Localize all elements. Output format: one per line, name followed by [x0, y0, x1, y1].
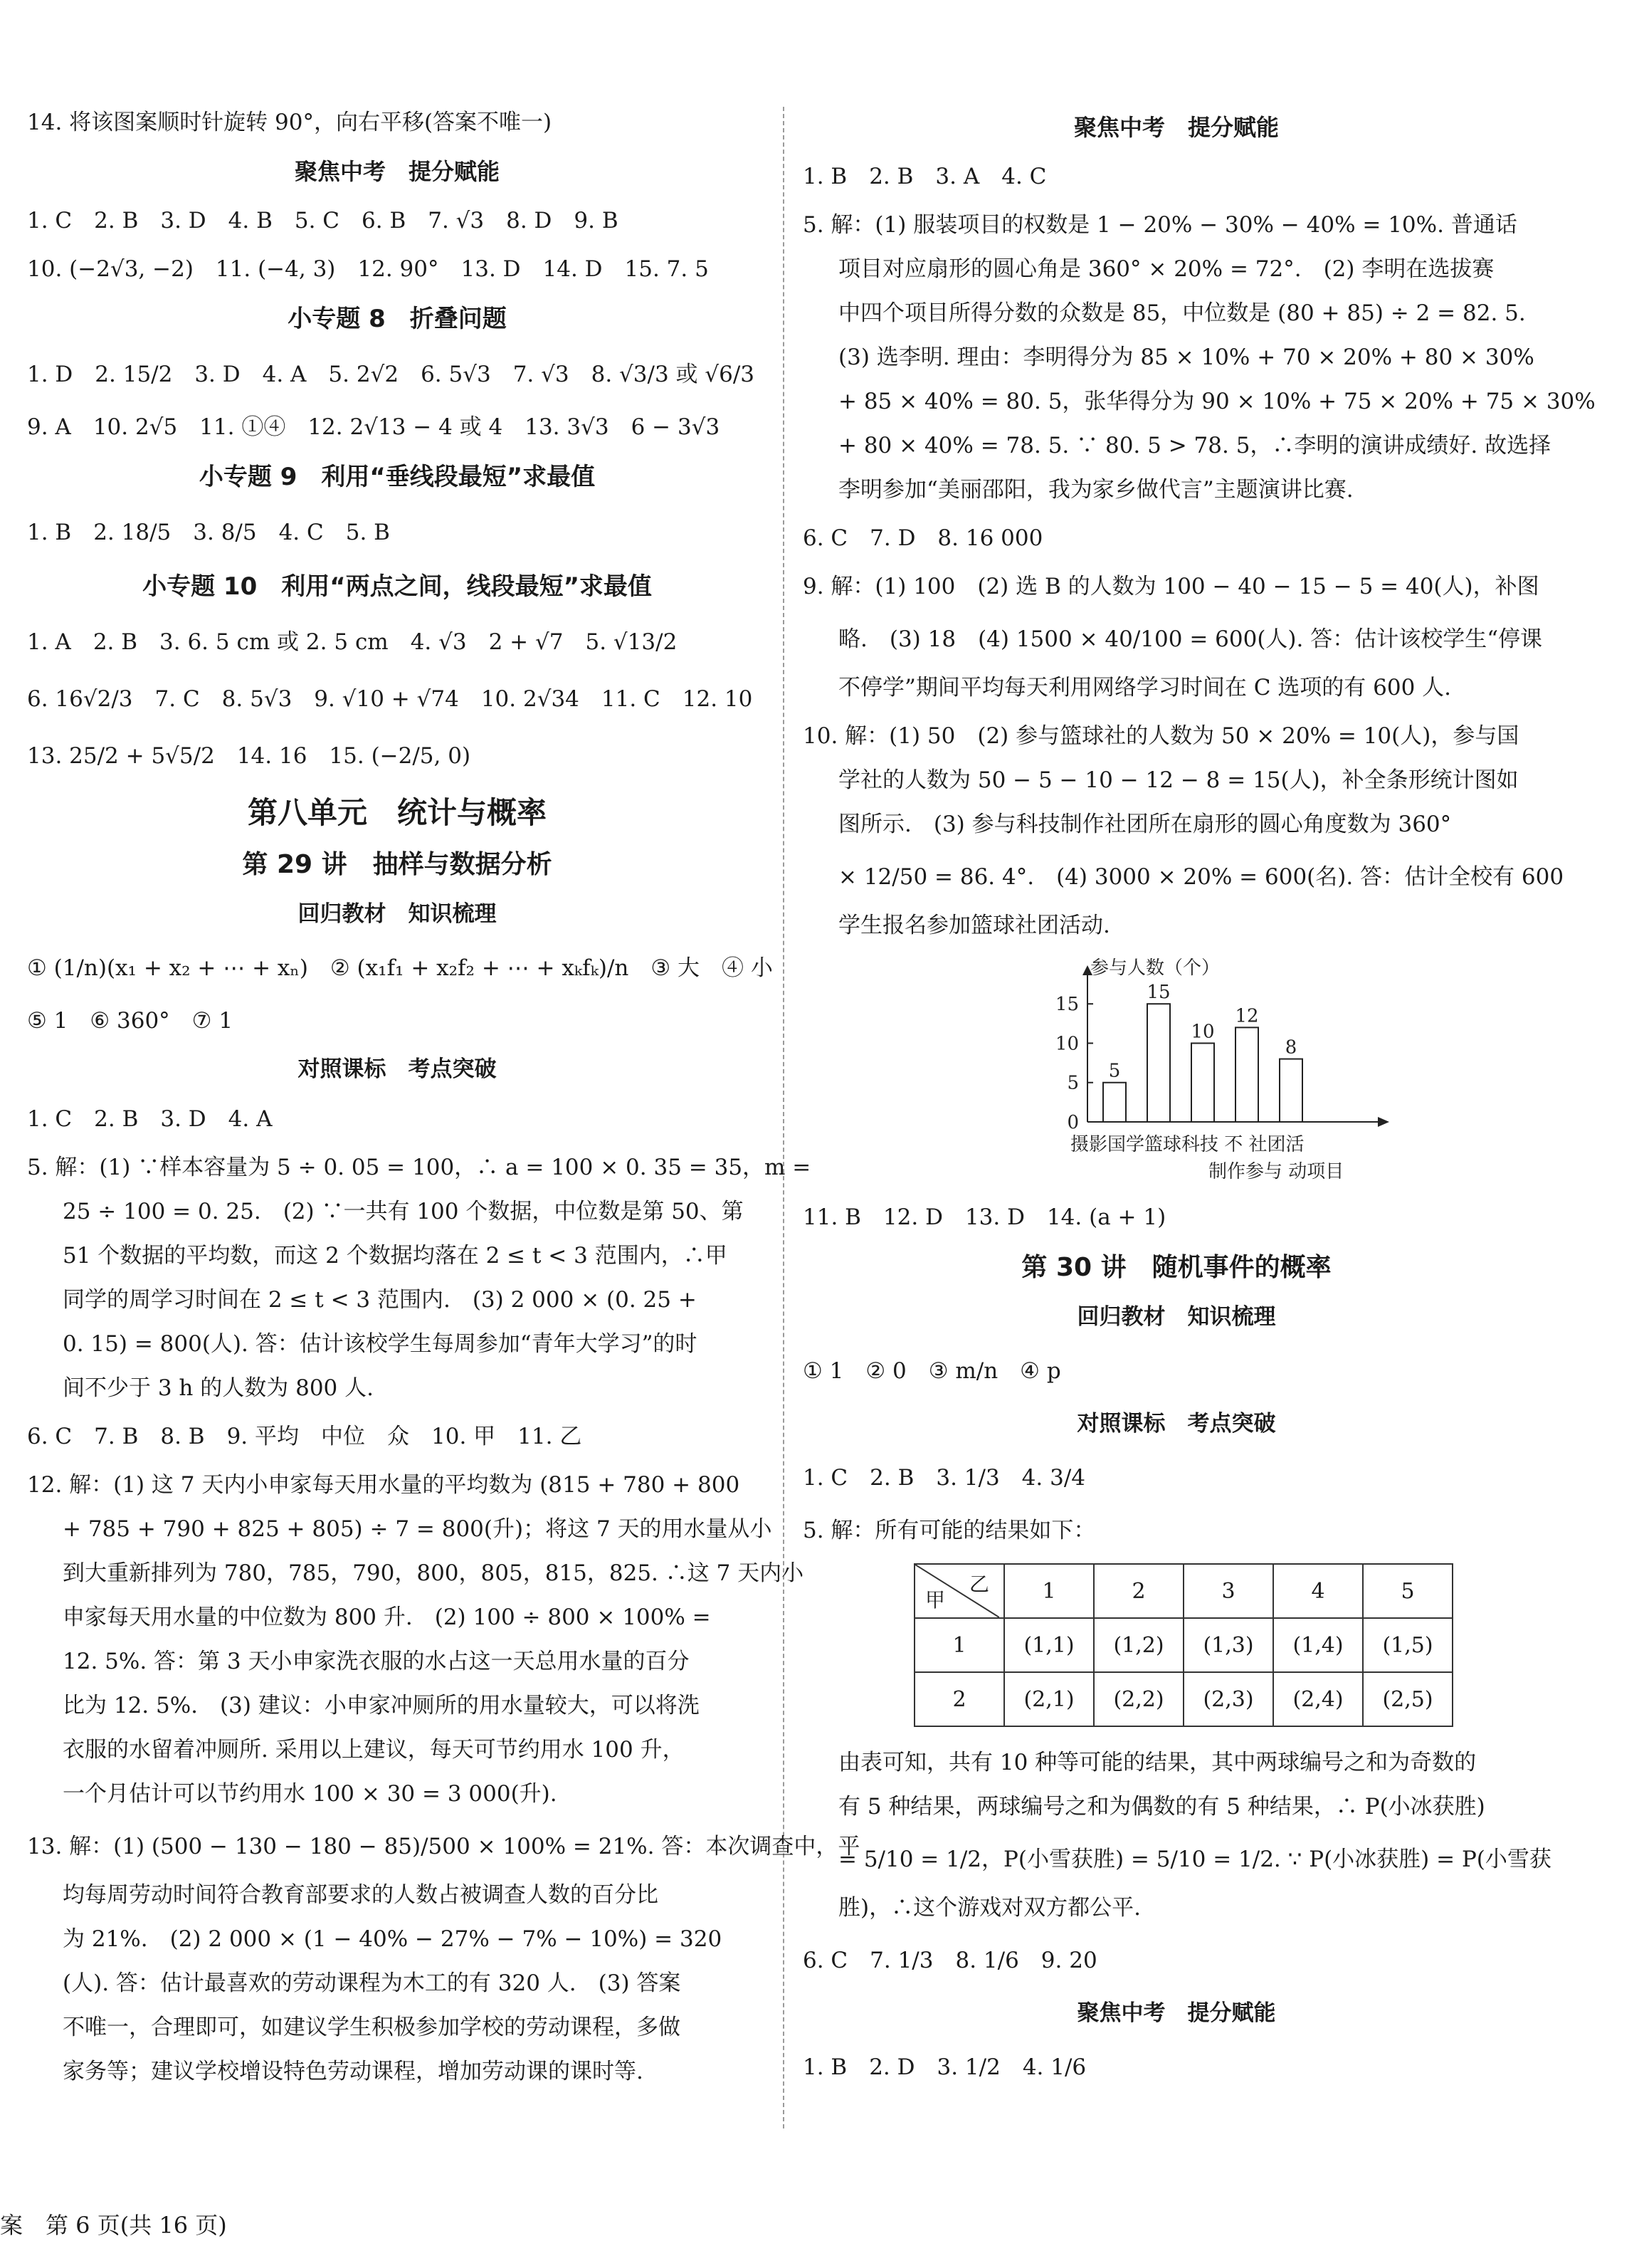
section-heading: 聚焦中考 提分赋能 — [294, 158, 500, 185]
answer-line: 学生报名参加篮球社团活动. — [838, 913, 1110, 938]
answer-line: 中四个项目所得分数的众数是 85，中位数是 (80 + 85) ÷ 2 = 82. 5. — [838, 300, 1526, 326]
section-heading: 回归教材 知识梳理 — [1077, 1304, 1276, 1330]
section-heading: 小专题 8 折叠问题 — [288, 305, 507, 333]
answer-line: 5. 解：(1) 服装项目的权数是 1 − 20% − 30% − 40% = 10%. 普通话 — [803, 212, 1517, 238]
answer-line: ① (1/n)(x₁ + x₂ + ⋯ + xₙ) ② (x₁f₁ + x₂f₂ + ⋯ + xₖfₖ)/n ③ 大 ④ 小 — [27, 955, 773, 981]
answer-line: 5. 解：(1) ∵样本容量为 5 ÷ 0. 05 = 100，∴ a = 100 × 0. 35 = 35，m = — [27, 1155, 811, 1180]
section-heading: 第 29 讲 抽样与数据分析 — [242, 850, 552, 879]
bar — [1147, 1004, 1170, 1122]
table-row-label: 1 — [915, 1618, 1004, 1672]
table-cell: (2,1) — [1004, 1672, 1094, 1726]
answer-line: 胜)，∴这个游戏对双方都公平. — [838, 1895, 1141, 1921]
answer-line: 6. C 7. 1/3 8. 1/6 9. 20 — [803, 1948, 1097, 1973]
answer-line: 1. B 2. D 3. 1/2 4. 1/6 — [803, 2054, 1087, 2080]
table-cell: (2,4) — [1273, 1672, 1363, 1726]
answer-line: 13. 25/2 + 5√5/2 14. 16 15. (−2/5, 0) — [27, 743, 471, 769]
bar-chart-svg — [1031, 958, 1429, 1193]
table-header-cell: 4 — [1273, 1564, 1363, 1618]
answer-line: 51 个数据的平均数，而这 2 个数据均落在 2 ≤ t < 3 范围内，∴甲 — [63, 1243, 727, 1269]
answer-line: 项目对应扇形的圆心角是 360° × 20% = 72°. (2) 李明在选拔赛 — [838, 256, 1495, 282]
section-heading: 第八单元 统计与概率 — [247, 795, 547, 830]
table-header-cell: 2 — [1094, 1564, 1184, 1618]
bar-value-label: 8 — [1285, 1036, 1297, 1059]
section-heading: 对照课标 考点突破 — [297, 1056, 497, 1082]
table-header-cell: 3 — [1184, 1564, 1273, 1618]
section-heading: 小专题 9 利用“垂线段最短”求最值 — [199, 463, 596, 491]
answer-line: (人). 答：估计最喜欢的劳动课程为木工的有 320 人. (3) 答案 — [63, 1970, 681, 1996]
table-cell: (2,3) — [1184, 1672, 1273, 1726]
answer-line: 12. 5%. 答：第 3 天小申家洗衣服的水占这一天总用水量的百分 — [63, 1649, 690, 1674]
answer-line: 6. C 7. D 8. 16 000 — [803, 525, 1043, 551]
table-header-row — [915, 1564, 1453, 1618]
table-cell: (2,2) — [1094, 1672, 1184, 1726]
bar-value-label: 10 — [1191, 1021, 1215, 1043]
y-axis-label: 参与人数（个） — [1090, 958, 1221, 979]
answer-line: 10. (−2√3, −2) 11. (−4, 3) 12. 90° 13. D 14. D 15. 7. 5 — [27, 256, 709, 282]
answer-line: 申家每天用水量的中位数为 800 升. (2) 100 ÷ 800 × 100% = — [63, 1605, 711, 1630]
answer-line: 1. B 2. 18/5 3. 8/5 4. C 5. B — [27, 520, 390, 545]
answer-line: 比为 12. 5%. (3) 建议：小申家冲厕所的用水量较大，可以将洗 — [63, 1693, 700, 1718]
table-row — [915, 1672, 1453, 1726]
table-cell: (1,2) — [1094, 1618, 1184, 1672]
answer-line: 1. D 2. 15/2 3. D 4. A 5. 2√2 6. 5√3 7. √3 8. √3/3 或 √6/3 — [27, 362, 755, 387]
answer-line: 图所示. (3) 参与科技制作社团所在扇形的圆心角度数为 360° — [838, 812, 1452, 837]
y-tick-label: 15 — [1055, 994, 1079, 1016]
answer-line: + 785 + 790 + 825 + 805) ÷ 7 = 800(升)；将这 7 天的用水量从小 — [63, 1516, 772, 1542]
answer-line: 一个月估计可以节约用水 100 × 30 = 3 000(升). — [63, 1781, 557, 1807]
answer-line: 5. 解：所有可能的结果如下： — [803, 1518, 1096, 1543]
column-divider — [783, 107, 784, 2128]
answer-line: 略. (3) 18 (4) 1500 × 40/100 = 600(人). 答：估计该校学生“停课 — [838, 626, 1543, 652]
right-column — [803, 107, 1596, 2104]
answer-line: 李明参加“美丽邵阳，我为家乡做代言”主题演讲比赛. — [838, 477, 1354, 503]
answer-line: 学社的人数为 50 − 5 − 10 − 12 − 8 = 15(人)，补全条形统计图如 — [838, 767, 1519, 793]
answer-line: 9. A 10. 2√5 11. ①④ 12. 2√13 − 4 或 4 13. 3√3 6 − 3√3 — [27, 414, 720, 440]
right-bottom-block — [803, 1202, 1550, 1546]
answer-line: 6. 16√2/3 7. C 8. 5√3 9. √10 + √74 10. 2√34 11. C 12. 10 — [27, 686, 753, 712]
right-top-block — [803, 111, 1596, 941]
table-header-cell: 1 — [1004, 1564, 1094, 1618]
table-cell: (1,1) — [1004, 1618, 1094, 1672]
table-row-label: 2 — [915, 1672, 1004, 1726]
corner-label-jia: 甲 — [925, 1588, 946, 1612]
table-cell: (1,5) — [1363, 1618, 1453, 1672]
answer-line: 1. A 2. B 3. 6. 5 cm 或 2. 5 cm 4. √3 2 + √7 5. √13/2 — [27, 629, 678, 655]
answer-line: 1. C 2. B 3. D 4. B 5. C 6. B 7. √3 8. D 9. B — [27, 208, 618, 233]
answer-line: 不唯一，合理即可，如建议学生积极参加学校的劳动课程，多做 — [63, 2015, 680, 2040]
y-tick-label: 10 — [1055, 1033, 1079, 1055]
section-heading: 回归教材 知识梳理 — [297, 901, 497, 927]
answer-line: (3) 选李明. 理由：李明得分为 85 × 10% + 70 × 20% + 80 × 30% — [838, 345, 1534, 370]
answer-line: 有 5 种结果，两球编号之和为偶数的有 5 种结果，∴ P(小冰获胜) — [838, 1794, 1485, 1820]
section-heading: 第 30 讲 随机事件的概率 — [1021, 1253, 1332, 1282]
answer-line: 同学的周学习时间在 2 ≤ t < 3 范围内. (3) 2 000 × (0. 25 + — [63, 1287, 697, 1313]
y-tick-label: 5 — [1067, 1072, 1079, 1094]
table-cell: (2,5) — [1363, 1672, 1453, 1726]
bar — [1103, 1083, 1126, 1122]
section-heading: 对照课标 考点突破 — [1077, 1411, 1276, 1437]
bar-value-label: 15 — [1147, 982, 1171, 1004]
answer-line: 14. 将该图案顺时针旋转 90°，向右平移(答案不唯一) — [27, 110, 552, 135]
x-axis-arrow — [1378, 1117, 1389, 1127]
answer-line: 0. 15) = 800(人). 答：估计该校学生每周参加“青年大学习”的时 — [63, 1331, 697, 1357]
table-cell: (1,4) — [1273, 1618, 1363, 1672]
answer-line: = 5/10 = 1/2，P(小雪获胜) = 5/10 = 1/2. ∵ P(小冰获胜) = P(小雪获 — [838, 1847, 1551, 1872]
outcome-table — [914, 1563, 1453, 1727]
answer-line: 家务等；建议学校增设特色劳动课程，增加劳动课的课时等. — [63, 2059, 643, 2084]
bar — [1235, 1027, 1258, 1122]
answer-line: 不停学”期间平均每天利用网络学习时间在 C 选项的有 600 人. — [838, 675, 1452, 700]
table-header-cell: 5 — [1363, 1564, 1453, 1618]
answer-line: ① 1 ② 0 ③ m/n ④ p — [803, 1358, 1061, 1384]
answer-line: 6. C 7. B 8. B 9. 平均 中位 众 10. 甲 11. 乙 — [27, 1424, 582, 1449]
answer-line: 间不少于 3 h 的人数为 800 人. — [63, 1375, 374, 1401]
answer-line: 到大重新排列为 780，785，790，800，805，815，825. ∴这 7 天内小 — [63, 1560, 804, 1586]
table-cell: (1,3) — [1184, 1618, 1273, 1672]
answer-line: 13. 解：(1) (500 − 130 − 180 − 85)/500 × 100% = 21%. 答：本次调查中，平 — [27, 1834, 860, 1859]
section-heading: 聚焦中考 提分赋能 — [1073, 114, 1279, 141]
answer-line: + 80 × 40% = 78. 5. ∵ 80. 5 > 78. 5，∴李明的演讲成绩好. 故选择 — [838, 433, 1551, 458]
bar — [1280, 1059, 1302, 1122]
answer-line: 10. 解：(1) 50 (2) 参与篮球社的人数为 50 × 20% = 10(人)，参与国 — [803, 723, 1519, 749]
answer-line: 1. C 2. B 3. 1/3 4. 3/4 — [803, 1465, 1086, 1491]
section-heading: 聚焦中考 提分赋能 — [1077, 2000, 1276, 2026]
x-category-labels: 摄影国学篮球科技 不 社团活 — [1070, 1134, 1305, 1155]
table-row — [915, 1618, 1453, 1672]
answer-line: 由表可知，共有 10 种等可能的结果，其中两球编号之和为奇数的 — [838, 1750, 1477, 1775]
answer-line: 均每周劳动时间符合教育部要求的人数占被调查人数的百分比 — [63, 1882, 658, 1908]
right-after-table-block — [803, 1747, 1550, 2087]
answer-line: 衣服的水留着冲厕所. 采用以上建议，每天可节约用水 100 升， — [63, 1737, 685, 1763]
answer-line: + 85 × 40% = 80. 5，张华得分为 90 × 10% + 75 × 20% + 75 × 30% — [838, 389, 1596, 414]
answer-line: 1. B 2. B 3. A 4. C — [803, 164, 1047, 189]
answer-line: 9. 解：(1) 100 (2) 选 B 的人数为 100 − 40 − 15 − 5 = 40(人)，补图 — [803, 574, 1539, 599]
answer-line: 12. 解：(1) 这 7 天内小申家每天用水量的平均数为 (815 + 780 + 800 — [27, 1472, 740, 1498]
y-tick-label: 0 — [1067, 1112, 1079, 1133]
bar-value-label: 5 — [1108, 1060, 1121, 1082]
club-bar-chart — [1031, 958, 1429, 1193]
corner-label-yi: 乙 — [969, 1573, 989, 1596]
answer-line: ⑤ 1 ⑥ 360° ⑦ 1 — [27, 1008, 233, 1034]
page-footer: 案 第 6 页(共 16 页) — [0, 2212, 227, 2239]
section-heading: 小专题 10 利用“两点之间，线段最短”求最值 — [142, 572, 652, 601]
answer-line: × 12/50 = 86. 4°. (4) 3000 × 20% = 600(名). 答：估计全校有 600 — [838, 864, 1564, 890]
answer-line: 为 21%. (2) 2 000 × (1 − 40% − 27% − 7% − 10%) = 320 — [63, 1926, 722, 1952]
left-column — [27, 107, 860, 2104]
x-category-labels-2: 制作参与 动项目 — [1208, 1161, 1344, 1182]
bar-value-label: 12 — [1235, 1005, 1259, 1027]
answer-line: 11. B 12. D 13. D 14. (a + 1) — [803, 1204, 1166, 1230]
bar — [1191, 1043, 1214, 1122]
table-corner-cell — [915, 1564, 1004, 1618]
answer-line: 1. C 2. B 3. D 4. A — [27, 1106, 273, 1132]
answer-line: 25 ÷ 100 = 0. 25. (2) ∵一共有 100 个数据，中位数是第 50、第 — [63, 1199, 744, 1224]
